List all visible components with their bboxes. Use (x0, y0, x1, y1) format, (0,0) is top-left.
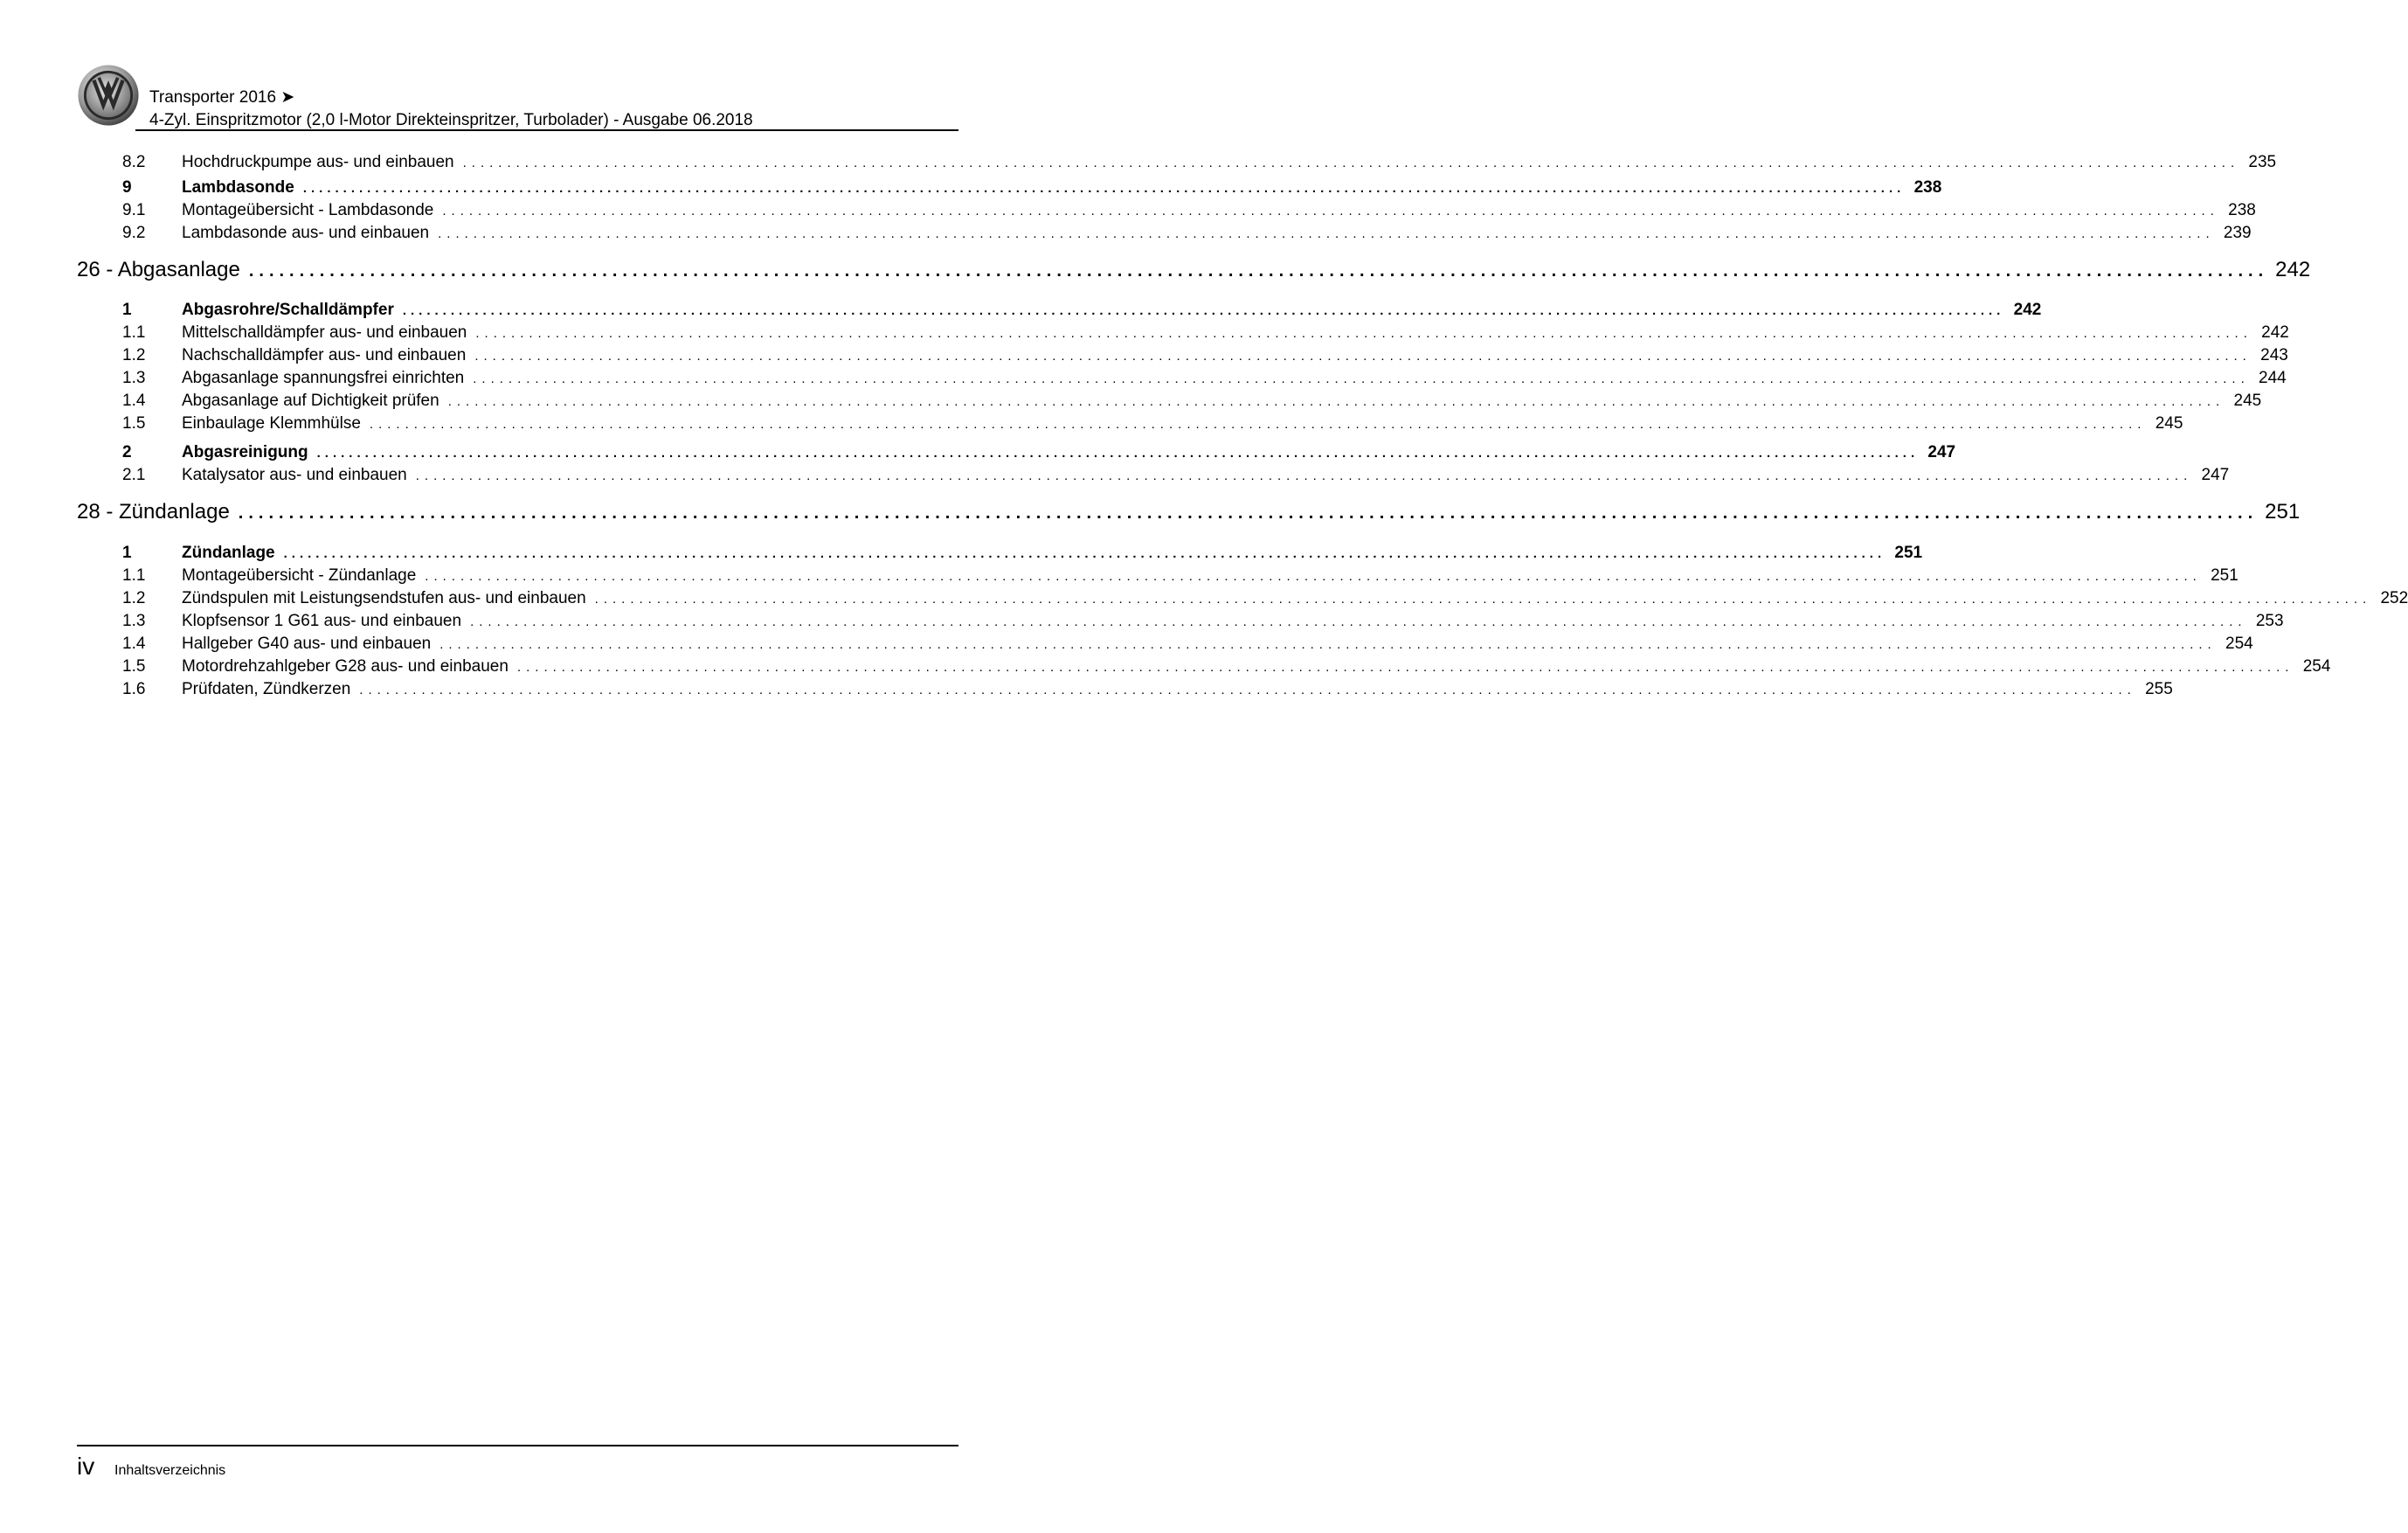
toc-entry-number: 1 (122, 301, 132, 319)
toc-entry-title: Lambdasonde aus- und einbauen (182, 224, 430, 242)
toc-entry-title: Montageübersicht - Zündanlage (182, 566, 417, 585)
toc-leader-dots: ........................................................................................................................................................................................................ (447, 394, 2225, 409)
toc-entry[interactable] (77, 390, 2262, 413)
toc-leader-dots: ........................................................................................................................................................................................................ (316, 446, 1920, 461)
toc-entry-title: Nachschalldämpfer aus- und einbauen (182, 346, 467, 364)
toc-chapter[interactable] (77, 256, 2311, 284)
toc-leader-dots: ........................................................................................................................................................................................................ (475, 326, 2252, 341)
toc-entry-number: 1.5 (122, 657, 146, 676)
toc-entry-number: 9 (122, 178, 132, 197)
toc-leader-dots: ........................................................................................................................................................................................................ (516, 660, 2294, 675)
toc-entry-page: 244 (2259, 369, 2287, 387)
toc-entry-title: Zündanlage (182, 544, 275, 562)
toc-entry-title: Katalysator aus- und einbauen (182, 466, 407, 484)
toc-entry-title: Hochdruckpumpe aus- und einbauen (182, 153, 454, 171)
toc-entry-title: Mittelschalldämpfer aus- und einbauen (182, 323, 467, 342)
header-rule (135, 129, 958, 131)
toc-leader-dots: ........................................................................................................................................................................................................ (439, 637, 2217, 652)
toc-entry-number: 1.2 (122, 346, 146, 364)
toc-entry[interactable] (77, 177, 1942, 199)
toc-entry-number: 1.3 (122, 369, 146, 387)
toc-entry-number: 1.2 (122, 589, 146, 607)
toc-entry-page: 252 (2380, 589, 2408, 607)
header-title: Transporter 2016 ➤ (149, 88, 295, 107)
toc-entry-page: 238 (1913, 178, 1942, 197)
footer-page-number: iv (77, 1453, 95, 1480)
toc-entry-page: 242 (2275, 258, 2311, 281)
toc-leader-dots: ........................................................................................................................................................................................................ (369, 417, 2147, 432)
toc-entry-title: Zündspulen mit Leistungsendstufen aus- und einbauen (182, 589, 586, 607)
toc-entry-title: Abgasanlage spannungsfrei einrichten (182, 369, 465, 387)
toc-entry-page: 254 (2225, 635, 2253, 653)
toc-entry-number: 9.1 (122, 201, 146, 219)
toc-entry-number: 2 (122, 443, 132, 461)
toc-entry-title: Lambdasonde (182, 178, 294, 197)
toc-entry-title: Abgasreinigung (182, 443, 308, 461)
toc-entry-page: 247 (1927, 443, 1956, 461)
toc-entry-number: 8.2 (122, 153, 146, 171)
toc-leader-dots: ........................................................................................................................................................................................................ (442, 204, 2219, 219)
toc-entry-title: Klopfsensor 1 G61 aus- und einbauen (182, 612, 462, 630)
toc-leader-dots: ........................................................................................................................................................................................................ (359, 683, 2136, 697)
toc-leader-dots: ........................................................................................................................................................................................................ (473, 371, 2250, 386)
toc-entry-number: 9.2 (122, 224, 146, 242)
toc-entry-page: 253 (2255, 612, 2284, 630)
toc-leader-dots: ........................................................................................................................................................................................................ (302, 181, 1906, 196)
toc-entry-title: Motordrehzahlgeber G28 aus- und einbauen (182, 657, 509, 676)
toc-leader-dots: ........................................................................................................................................................................................................ (438, 226, 2215, 241)
toc-entry[interactable] (77, 464, 2230, 487)
toc-entry[interactable] (77, 413, 2183, 435)
toc-leader-dots: ........................................................................................................................................................................................................ (462, 156, 2240, 170)
toc-entry-page: 235 (2248, 153, 2277, 171)
toc-entry[interactable] (77, 441, 1956, 464)
toc-entry-title: 28 - Zündanlage (77, 500, 230, 524)
toc-entry[interactable] (77, 367, 2287, 390)
toc-leader-dots: ........................................................................................................................................................................................................ (470, 614, 2247, 629)
toc-entry-number: 2.1 (122, 466, 146, 484)
toc-entry-number: 1.4 (122, 392, 146, 410)
toc-leader-dots: ........................................................................................................................................................................................................ (283, 546, 1886, 561)
toc-entry[interactable] (77, 322, 2289, 344)
volkswagen-logo-icon (77, 64, 140, 127)
toc-entry-page: 251 (2265, 500, 2301, 524)
toc-entry-page: 245 (2233, 392, 2262, 410)
toc-entry-page: 242 (2013, 301, 2042, 319)
toc-entry[interactable] (77, 199, 2256, 222)
toc-entry-page: 251 (1894, 544, 1923, 562)
toc-entry[interactable] (77, 542, 1923, 565)
footer-rule (77, 1445, 958, 1446)
toc-leader-dots: ........................................................................................................................................................................................................ (238, 503, 2259, 523)
toc-entry[interactable] (77, 222, 2252, 245)
toc-entry-number: 1.4 (122, 635, 146, 653)
toc-entry-page: 243 (2260, 346, 2288, 364)
toc-entry-page: 242 (2261, 323, 2289, 342)
toc-entry-number: 1.5 (122, 414, 146, 433)
toc-entry-title: Einbaulage Klemmhülse (182, 414, 361, 433)
header-subtitle: 4-Zyl. Einspritzmotor (2,0 l-Motor Direkteinspritzer, Turbolader) - Ausgabe 06.2018 (149, 111, 753, 129)
toc-entry-page: 255 (2145, 680, 2173, 698)
toc-entry[interactable] (77, 610, 2284, 633)
toc-chapter[interactable] (77, 498, 2301, 526)
toc-entry-title: Abgasanlage auf Dichtigkeit prüfen (182, 392, 439, 410)
toc-entry-page: 239 (2223, 224, 2252, 242)
toc-entry[interactable] (77, 299, 2042, 322)
toc-leader-dots: ........................................................................................................................................................................................................ (402, 303, 2005, 318)
footer-label: Inhaltsverzeichnis (114, 1463, 226, 1478)
toc-entry-number: 1.3 (122, 612, 146, 630)
toc-entry[interactable] (77, 656, 2331, 678)
toc-entry[interactable] (77, 151, 2277, 174)
toc-leader-dots: ........................................................................................................................................................................................................ (474, 349, 2252, 364)
toc-entry-page: 238 (2228, 201, 2256, 219)
toc-entry-number: 1.1 (122, 566, 146, 585)
toc-entry-title: Montageübersicht - Lambdasonde (182, 201, 434, 219)
toc-entry[interactable] (77, 633, 2253, 656)
toc-entry-title: 26 - Abgasanlage (77, 258, 240, 281)
toc-entry-page: 254 (2302, 657, 2331, 676)
toc-entry[interactable] (77, 565, 2238, 587)
toc-leader-dots: ........................................................................................................................................................................................................ (594, 592, 2372, 607)
toc-leader-dots: ........................................................................................................................................................................................................ (415, 468, 2193, 483)
toc-entry[interactable] (77, 587, 2408, 610)
toc-entry[interactable] (77, 344, 2288, 367)
toc-entry-title: Prüfdaten, Zündkerzen (182, 680, 351, 698)
toc-entry-page: 247 (2201, 466, 2230, 484)
toc-entry-page: 245 (2155, 414, 2183, 433)
toc-entry-number: 1 (122, 544, 132, 562)
toc-entry[interactable] (77, 678, 2173, 701)
toc-entry-number: 1.6 (122, 680, 146, 698)
toc-entry-title: Abgasrohre/Schalldämpfer (182, 301, 394, 319)
toc-leader-dots: ........................................................................................................................................................................................................ (248, 261, 2269, 281)
toc-entry-page: 251 (2211, 566, 2238, 585)
toc-leader-dots: ........................................................................................................................................................................................................ (425, 569, 2202, 584)
toc-entry-title: Hallgeber G40 aus- und einbauen (182, 635, 432, 653)
toc-entry-number: 1.1 (122, 323, 146, 342)
